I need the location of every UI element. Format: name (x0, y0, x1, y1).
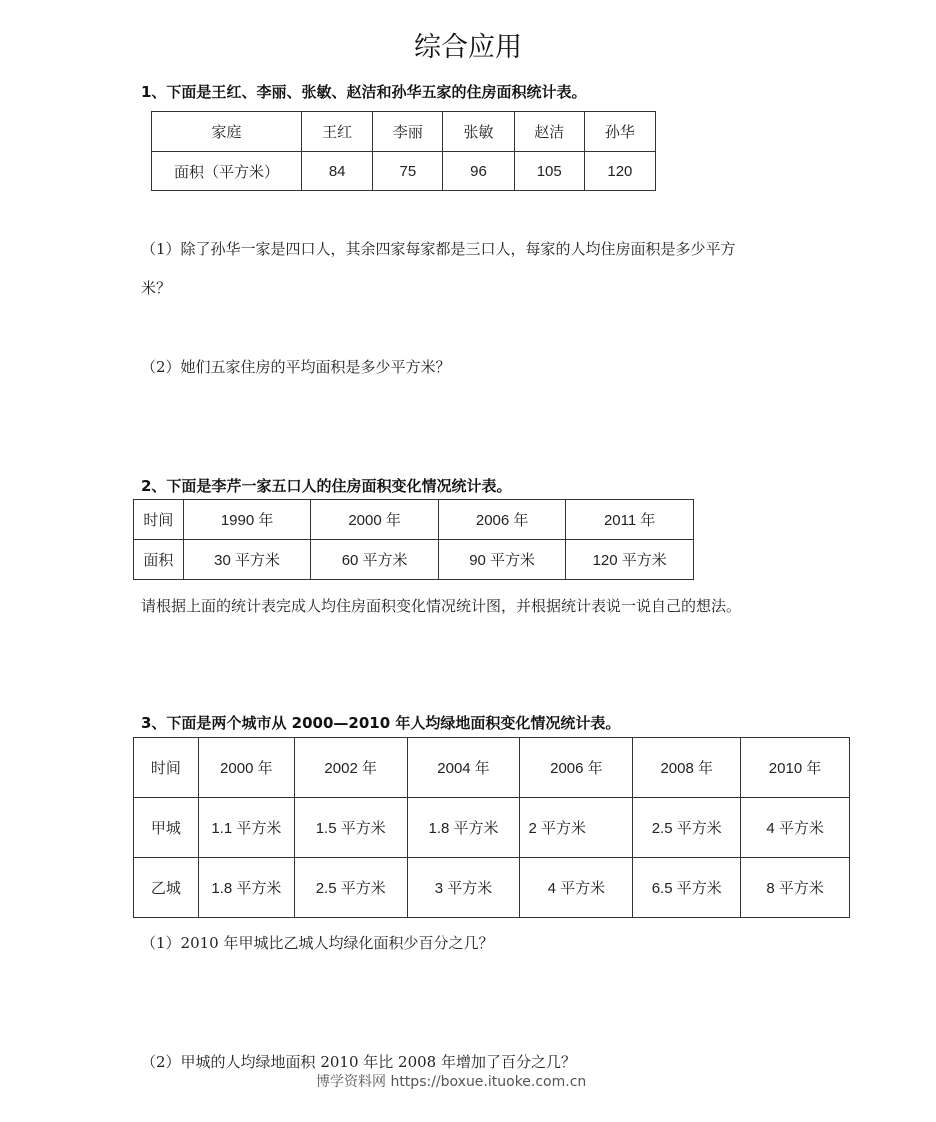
value-cell: 1.8 平方米 (407, 798, 520, 858)
question-3-sub1: （1）2010 年甲城比乙城人均绿化面积少百分之几？ (141, 934, 494, 952)
question-2-instruction: 请根据上面的统计表完成人均住房面积变化情况统计图，并根据统计表说一说自己的想法。 (141, 597, 742, 615)
value-cell: 1.1 平方米 (198, 798, 294, 858)
value-cell: 2 平方米 (520, 798, 633, 858)
year-cell: 2006 年 (438, 500, 566, 540)
value-cell: 4 平方米 (520, 858, 633, 918)
year-cell: 2000 年 (198, 738, 294, 798)
area-cell: 105 (514, 152, 584, 191)
family-cell: 孙华 (584, 112, 655, 152)
area-cell: 30 平方米 (183, 540, 311, 580)
watermark: 博学资料网 https://boxue.ituoke.com.cn (316, 1074, 587, 1090)
table-row-time (134, 738, 850, 798)
area-cell: 84 (302, 152, 373, 191)
question-2-table (133, 499, 694, 580)
row-label-cell: 时间 (134, 500, 184, 540)
year-cell: 1990 年 (183, 500, 311, 540)
table-row-area (152, 152, 656, 191)
question-1-sub2: （2）她们五家住房的平均面积是多少平方米？ (141, 358, 451, 376)
value-cell: 1.8 平方米 (198, 858, 294, 918)
value-cell: 2.5 平方米 (294, 858, 407, 918)
row-label-cell: 面积 (134, 540, 184, 580)
area-cell: 96 (443, 152, 514, 191)
row-label-cell: 乙城 (134, 858, 199, 918)
question-1-heading: 1、下面是王红、李丽、张敏、赵洁和孙华五家的住房面积统计表。 (141, 83, 587, 101)
page-title: 综合应用 (414, 32, 522, 63)
row-label-cell: 时间 (134, 738, 199, 798)
year-cell: 2011 年 (566, 500, 694, 540)
value-cell: 2.5 平方米 (633, 798, 741, 858)
row-label-cell: 面积（平方米） (152, 152, 302, 191)
year-cell: 2002 年 (294, 738, 407, 798)
area-cell: 75 (373, 152, 443, 191)
value-cell: 6.5 平方米 (633, 858, 741, 918)
question-2-heading: 2、下面是李芹一家五口人的住房面积变化情况统计表。 (141, 477, 512, 495)
year-cell: 2006 年 (520, 738, 633, 798)
value-cell: 8 平方米 (741, 858, 850, 918)
year-cell: 2000 年 (311, 500, 439, 540)
question-1-sub1-line2: 米？ (141, 279, 172, 297)
year-cell: 2008 年 (633, 738, 741, 798)
table-row-header (152, 112, 656, 152)
year-cell: 2004 年 (407, 738, 520, 798)
table-row-time (134, 500, 694, 540)
family-cell: 李丽 (373, 112, 443, 152)
question-3-table (133, 737, 850, 918)
value-cell: 3 平方米 (407, 858, 520, 918)
value-cell: 4 平方米 (741, 798, 850, 858)
family-cell: 王红 (302, 112, 373, 152)
table-row-city-a (134, 798, 850, 858)
question-3-heading: 3、下面是两个城市从 2000—2010 年人均绿地面积变化情况统计表。 (141, 714, 621, 732)
row-label-cell: 甲城 (134, 798, 199, 858)
question-1-sub1-line1: （1）除了孙华一家是四口人，其余四家每家都是三口人，每家的人均住房面积是多少平方 (141, 240, 736, 258)
family-cell: 张敏 (443, 112, 514, 152)
year-cell: 2010 年 (741, 738, 850, 798)
area-cell: 120 (584, 152, 655, 191)
header-label-cell: 家庭 (152, 112, 302, 152)
area-cell: 60 平方米 (311, 540, 439, 580)
value-cell: 1.5 平方米 (294, 798, 407, 858)
table-row-city-b (134, 858, 850, 918)
question-3-sub2: （2）甲城的人均绿地面积 2010 年比 2008 年增加了百分之几？ (141, 1053, 576, 1071)
table-row-area (134, 540, 694, 580)
area-cell: 90 平方米 (438, 540, 566, 580)
question-1-table (151, 111, 656, 191)
family-cell: 赵洁 (514, 112, 584, 152)
area-cell: 120 平方米 (566, 540, 694, 580)
